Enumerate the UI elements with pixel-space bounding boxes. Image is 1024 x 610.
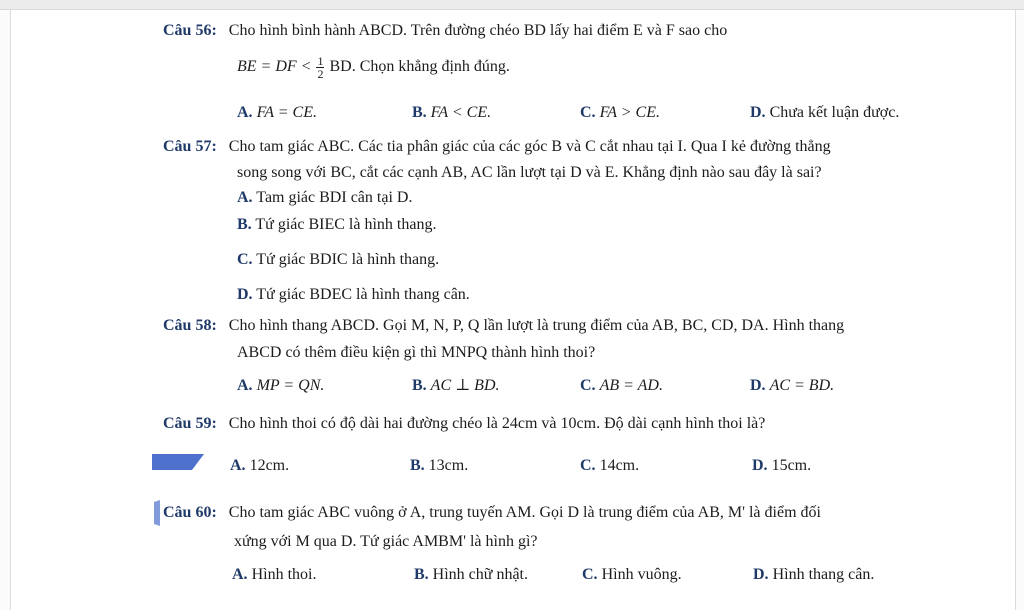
option-key: A. [237, 377, 253, 394]
question-60-stem-line1 [163, 503, 821, 523]
question-59-label: Câu 59: [163, 415, 217, 432]
fraction-denominator: 2 [317, 67, 324, 81]
option-text: Hình chữ nhật. [432, 566, 528, 583]
question-58-stem-line1 [163, 316, 844, 336]
question-56-stem-line1 [163, 21, 727, 41]
question-59-option-a[interactable] [230, 456, 289, 476]
option-text: AC = BD. [769, 377, 835, 394]
question-60-option-b[interactable] [414, 565, 528, 585]
question-60-stem1: Cho tam giác ABC vuông ở A, trung tuyến AM. Gọi D là trung điểm của AB, M' là điểm đối [228, 504, 821, 521]
option-key: B. [410, 457, 425, 474]
question-58-label: Câu 58: [163, 317, 217, 334]
question-56-option-c[interactable] [580, 103, 660, 123]
question-56-label: Câu 56: [163, 22, 217, 39]
option-key: B. [412, 104, 427, 121]
option-key: C. [580, 457, 596, 474]
question-57-stem2: song song với BC, cắt các cạnh AB, AC lần lượt tại D và E. Khẳng định nào sau đây là sai? [237, 164, 822, 181]
question-58-option-b[interactable] [412, 376, 500, 396]
option-text: Hình thoi. [251, 566, 317, 583]
question-58-option-a[interactable] [237, 376, 324, 396]
question-56-option-b[interactable] [412, 103, 491, 123]
option-text: 13cm. [428, 457, 469, 474]
question-57-stem1: Cho tam giác ABC. Các tia phân giác của các góc B và C cắt nhau tại I. Qua I kẻ đường thẳng [228, 138, 831, 155]
question-59-stem1: Cho hình thoi có độ dài hai đường chéo là 24cm và 10cm. Độ dài cạnh hình thoi là? [228, 415, 766, 432]
option-key: B. [412, 377, 427, 394]
fraction-one-half [316, 55, 324, 80]
option-key: A. [237, 189, 253, 206]
question-58-stem1: Cho hình thang ABCD. Gọi M, N, P, Q lần lượt là trung điểm của AB, BC, CD, DA. Hình thang [228, 317, 845, 334]
question-57-option-a[interactable] [237, 188, 412, 208]
option-text: Tứ giác BDIC là hình thang. [256, 251, 440, 268]
option-key: D. [753, 566, 769, 583]
option-key: A. [230, 457, 246, 474]
question-58-stem2: ABCD có thêm điều kiện gì thì MNPQ thành hình thoi? [237, 344, 596, 361]
question-60-option-c[interactable] [582, 565, 682, 585]
fraction-numerator: 1 [317, 54, 324, 68]
question-57-label: Câu 57: [163, 138, 217, 155]
option-text: Tứ giác BDEC là hình thang cân. [256, 286, 470, 303]
option-text: Hình vuông. [601, 566, 682, 583]
top-bar [0, 0, 1024, 10]
option-key: A. [237, 104, 253, 121]
option-text: Hình thang cân. [772, 566, 875, 583]
highlight-mark-small-decoration [152, 500, 162, 526]
option-text: FA < CE. [430, 104, 492, 121]
option-text: 14cm. [599, 457, 640, 474]
question-58-option-d[interactable] [750, 376, 834, 396]
option-key: D. [237, 286, 253, 303]
question-60-option-a[interactable] [232, 565, 316, 585]
option-text: AB = AD. [599, 377, 663, 394]
option-text: FA = CE. [256, 104, 317, 121]
question-57-stem-line1 [163, 137, 831, 157]
option-key: C. [580, 377, 596, 394]
question-57-option-d[interactable] [237, 285, 470, 305]
option-text: Tứ giác BIEC là hình thang. [255, 216, 437, 233]
option-key: B. [237, 216, 252, 233]
question-56-stem1: Cho hình bình hành ABCD. Trên đường chéo BD lấy hai điểm E và F sao cho [228, 22, 728, 39]
question-59-option-b[interactable] [410, 456, 468, 476]
option-text: MP = QN. [256, 377, 325, 394]
question-60-option-d[interactable] [753, 565, 874, 585]
option-key: D. [752, 457, 768, 474]
question-56-stem2-pre: BE = DF < [237, 58, 312, 76]
option-key: C. [237, 251, 253, 268]
option-key: D. [750, 104, 766, 121]
question-59-stem-line1 [163, 414, 765, 434]
option-key: C. [582, 566, 598, 583]
question-56-option-d[interactable] [750, 103, 899, 123]
question-59-option-d[interactable] [752, 456, 811, 476]
option-key: A. [232, 566, 248, 583]
question-56-stem2-post: BD. Chọn khẳng định đúng. [329, 58, 510, 76]
question-60-stem2: xứng với M qua D. Tứ giác AMBM' là hình gì? [234, 533, 538, 550]
option-text: FA > CE. [599, 104, 660, 121]
highlight-mark-decoration [150, 452, 206, 472]
question-59-option-c[interactable] [580, 456, 639, 476]
option-text: Chưa kết luận được. [769, 104, 900, 121]
question-56-stem-line2 [237, 55, 510, 80]
option-text: 15cm. [771, 457, 812, 474]
question-60-label: Câu 60: [163, 504, 217, 521]
question-58-option-c[interactable] [580, 376, 663, 396]
option-key: C. [580, 104, 596, 121]
option-text: 12cm. [249, 457, 290, 474]
question-57-option-c[interactable] [237, 250, 439, 270]
option-key: B. [414, 566, 429, 583]
option-text: Tam giác BDI cân tại D. [256, 189, 413, 206]
option-key: D. [750, 377, 766, 394]
question-56-option-a[interactable] [237, 103, 317, 123]
question-57-option-b[interactable] [237, 215, 436, 235]
option-text: AC ⊥ BD. [430, 377, 500, 394]
